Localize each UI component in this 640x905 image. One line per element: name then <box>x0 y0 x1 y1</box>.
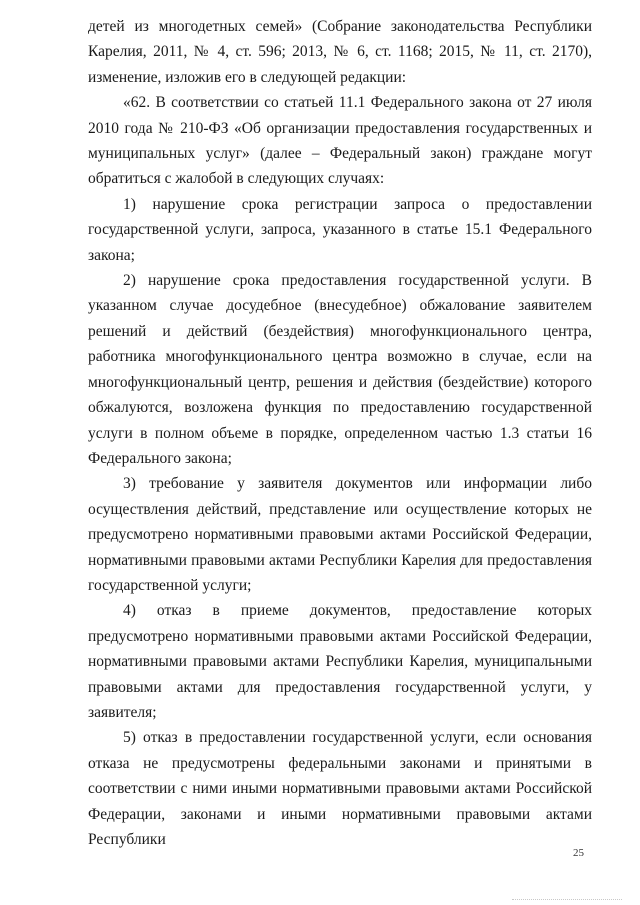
paragraph-case-3: 3) требование у заявителя документов или информации либо осуществления действий, представление или осуществление которых не предусмотрено нормативными правовыми актами Российской Федерации, нормативными правовыми актами Республики Карелия для предоставления государственной услуги; <box>88 475 592 594</box>
scan-edge-mark <box>512 897 622 900</box>
paragraph-case-1: 1) нарушение срока регистрации запроса о предоставлении государственной услуги, запроса, указанного в статье 15.1 Федерального закона; <box>88 195 592 264</box>
paragraph-item-62: «62. В соответствии со статьей 11.1 Федерального закона от 27 июля 2010 года № 210-ФЗ «Об организации предоставления государственных и муниципальных услуг» (далее – Федеральный закон) граждане могут обратиться с жалобой в следующих случаях: <box>88 94 592 188</box>
page-number: 25 <box>573 847 584 859</box>
paragraph-case-2: 2) нарушение срока предоставления государственной услуги. В указанном случае досудебное (внесудебное) обжалование заявителем решений и действий (бездействия) многофункционального центра, работника многофункционального центра возможно в случае, если на многофункциональный центр, решения и действия (бездействие) которого обжалуются, возложена функция по предоставлению государственной услуги в полном объеме в порядке, определенном частью 1.3 статьи 16 Федерального закона; <box>88 272 592 467</box>
document-body <box>88 14 592 852</box>
paragraph-case-4: 4) отказ в приеме документов, предоставление которых предусмотрено нормативными правовыми актами Российской Федерации, нормативными правовыми актами Республики Карелия, муниципальными правовыми актами для предоставления государственной услуги, у заявителя; <box>88 602 592 721</box>
paragraph-case-5: 5) отказ в предоставлении государственной услуги, если основания отказа не предусмотрены федеральными законами и принятыми в соответствии с ними иными нормативными правовыми актами Российской Федерации, законами и иными нормативными правовыми актами Республики <box>88 729 592 848</box>
paragraph-continuation: детей из многодетных семей» (Собрание законодательства Республики Карелия, 2011, № 4, ст. 596; 2013, № 6, ст. 1168; 2015, № 11, ст. 2170), изменение, изложив его в следующей редакции: <box>88 18 592 86</box>
